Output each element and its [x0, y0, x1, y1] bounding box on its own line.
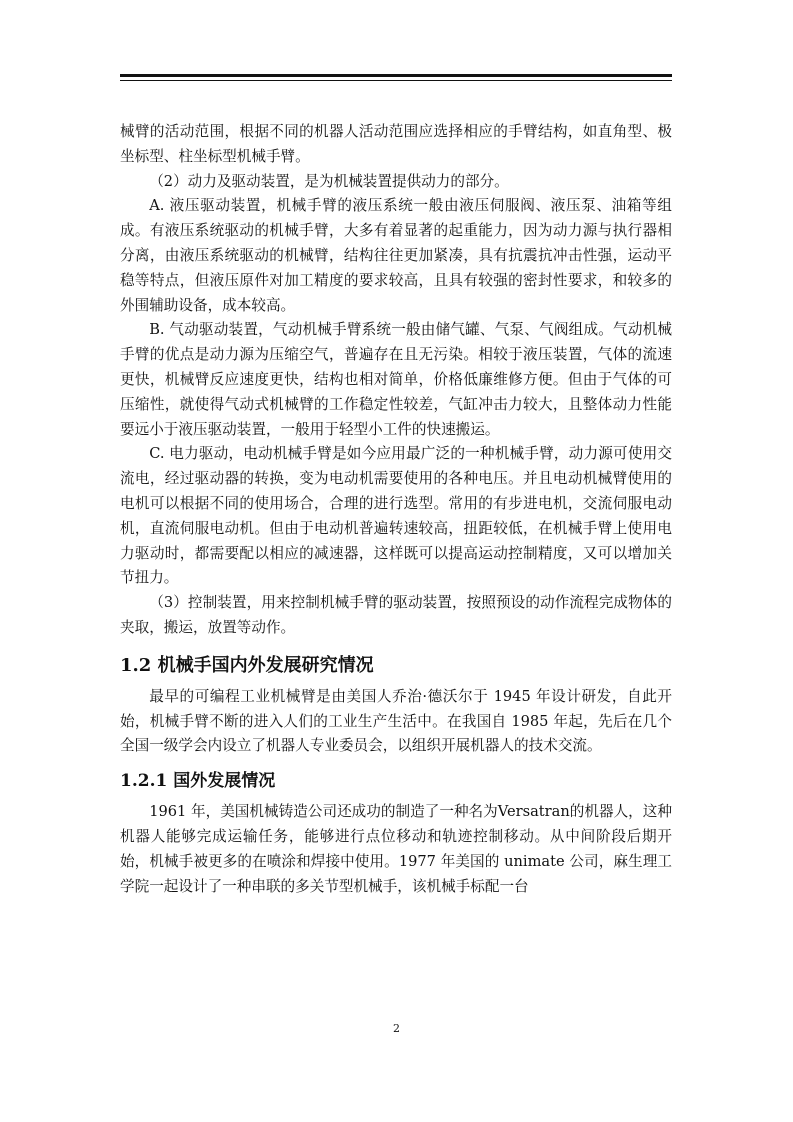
page-number: 2 [393, 1022, 400, 1035]
paragraph-hydraulic: A. 液压驱动装置，机械手臂的液压系统一般由液压伺服阀、液压泵、油箱等组成。有液压系统驱动的机械手臂，大多有着显著的起重能力，因为动力源与执行器相分离，由液压系统驱动的机械臂，结构往往更加紧凑，具有抗震抗冲击性强，运动平稳等特点，但液压原件对加工精度的要求较高，且具有较强的密封性要求，和较多的外围辅助设备，成本较高。 [120, 197, 672, 314]
section-heading-1-2-1: 1.2.1 国外发展情况 [120, 771, 276, 792]
paragraph-power-drive: （2）动力及驱动装置，是为机械装置提供动力的部分。 [149, 172, 509, 190]
section-heading-1-2: 1.2 机械手国内外发展研究情况 [120, 654, 374, 676]
header-rule-thin [120, 80, 672, 81]
header-rule-thick [120, 74, 672, 77]
paragraph-electric: C. 电力驱动，电动机械手臂是如今应用最广泛的一种机械手臂，动力源可使用交流电，经过驱动器的转换，变为电动机需要使用的各种电压。并且电动机械臂使用的电机可以根据不同的使用场合，合理的进行选型。常用的有步进电机，交流伺服电动机，直流伺服电动机。但由于电动机普遍转速较高，扭距较低，在机械手臂上使用电力驱动时，都需要配以相应的减速器，这样既可以提高运动控制精度，又可以增加关节扭力。 [120, 445, 672, 587]
paragraph-pneumatic: B. 气动驱动装置，气动机械手臂系统一般由储气罐、气泵、气阀组成。气动机械手臂的优点是动力源为压缩空气，普遍存在且无污染。相较于液压装置，气体的流速更快，机械臂反应速度更快，结构也相对简单，价格低廉维修方便。但由于气体的可压缩性，就使得气动式机械臂的工作稳定性较差，气缸冲击力较大，且整体动力性能要远小于液压驱动装置，一般用于轻型小工件的快速搬运。 [120, 321, 672, 438]
paragraph-arm-structure: 械臂的活动范围，根据不同的机器人活动范围应选择相应的手臂结构，如直角型、极坐标型、柱坐标型机械手臂。 [120, 123, 672, 165]
paragraph-history: 最早的可编程工业机械臂是由美国人乔治·德沃尔于 1945 年设计研发，自此开始，机械手臂不断的进入人们的工业生产生活中。在我国自 1985 年起，先后在几个全国一级学会内设立了机器人专业委员会，以组织开展机器人的技术交流。 [120, 687, 672, 755]
paragraph-control: （3）控制装置，用来控制机械手臂的驱动装置，按照预设的动作流程完成物体的夹取，搬运，放置等动作。 [120, 594, 672, 636]
paragraph-foreign-development: 1961 年，美国机械铸造公司还成功的制造了一种名为Versatran的机器人，这种机器人能够完成运输任务，能够进行点位移动和轨迹控制移动。从中间阶段后期开始，机械手被更多的在喷涂和焊接中使用。1977 年美国的 unimate 公司，麻生理工学院一起设计了一种串联的多关节型机械手，该机械手标配一台 [120, 803, 672, 895]
page-body [120, 120, 672, 899]
